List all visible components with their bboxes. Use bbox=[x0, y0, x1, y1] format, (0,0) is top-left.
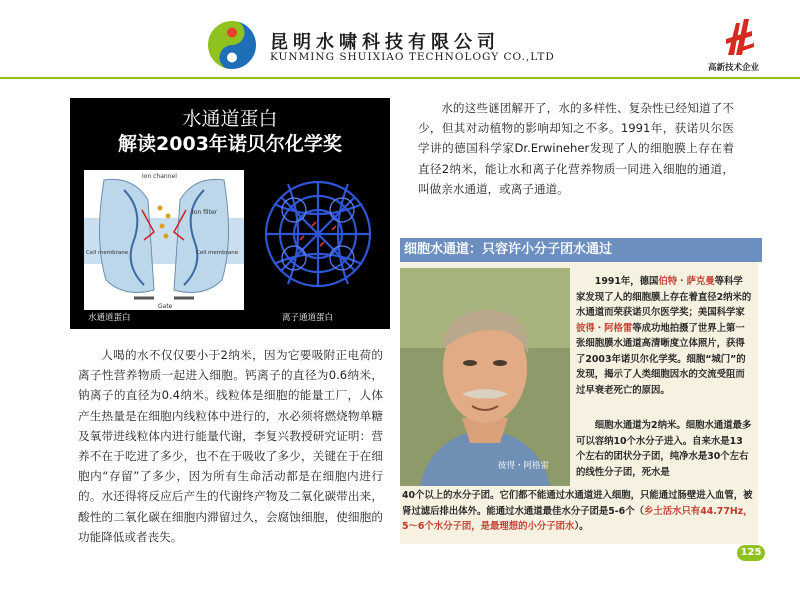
body-paragraph-left: 人喝的水不仅仅要小于2纳米，因为它要吸附正电荷的离子性营养物质一起进入细胞。钙离子的直径为0.6纳米，钠离子的直径为0.4纳米。线粒体是细胞的能量工厂，人体产生热量是在细胞内线粒体中进行的，水必须将燃烧物单糖及氧带进线粒体内进行能量代谢，李复兴教授研究证明：营养不在于吃进了多少，也不在于吸收了多少，关键在于在细胞内“存留”了多少，因为所有生命活动都是在细胞内进行的。水还得将反应后产生的代谢终产物及二氧化碳带出来，酸性的二氧化碳在细胞内滞留过久，会腐蚀细胞，使细胞的功能降低或者丧失。 bbox=[78, 348, 383, 544]
caption-ion-channel-protein: 离子通道蛋白 bbox=[282, 313, 334, 323]
page-number: 125 bbox=[737, 545, 765, 561]
label-cell-membrane-right: Cell membrane bbox=[196, 250, 239, 256]
ion-channel-diagram bbox=[84, 170, 244, 310]
header-divider bbox=[0, 77, 800, 79]
highlight-name-agre: 彼得・阿格雷 bbox=[576, 322, 633, 334]
hitech-enterprise-icon bbox=[722, 17, 756, 57]
figure-title-line1: 水通道蛋白 bbox=[182, 108, 278, 130]
p3-text-c: ）。 bbox=[574, 521, 589, 532]
body-paragraph-right: 水的这些谜团解开了，水的多样性、复杂性已经知道了不少，但其对动植物的影响却知之不多。1991年，获诺贝尔医学讲的德国科学家Dr.Erwineher发现了人的细胞膜上存在着直径2纳米，能让水和离子化营养物质一同进入细胞的通道，叫做亲水通道，或离子通道。 bbox=[418, 101, 734, 196]
hitech-label: 高新技术企业 bbox=[708, 63, 760, 73]
panel-paragraph-2: 细胞水通道为2纳米。细胞水通道最多可以容纳10个水分子进入。自来水是13个左右的团状分子团，纯净水是30个左右的线性分子团，死水是 bbox=[576, 420, 752, 478]
cell-water-channel-panel bbox=[400, 238, 758, 544]
aquaporin-figure bbox=[70, 98, 390, 329]
caption-aquaporin: 水通道蛋白 bbox=[88, 313, 131, 323]
label-cell-membrane-left: Cell membrane bbox=[86, 250, 129, 256]
photo-caption: 彼得・阿格雷 bbox=[498, 461, 550, 471]
figure-title-line2: 解读2003年诺贝尔化学奖 bbox=[118, 133, 342, 155]
p3-text-a: 40个以上的水分子团。它们都不能通过水通道进入细胞，只能通过肠壁进入血管，被肾过滤后排出体外。能通过水通道最佳水分子团是5-6个（ bbox=[402, 490, 753, 517]
label-ion-channel: Ion channel bbox=[142, 173, 177, 180]
company-name-en: KUNMING SHUIXIAO TECHNOLOGY CO.,LTD bbox=[270, 51, 555, 63]
highlight-name-sakmann: 伯特・萨克曼 bbox=[658, 276, 715, 287]
label-ion-filter: Ion filter bbox=[192, 209, 218, 216]
highlight-local-water: 乡土活水只有44.77Hz，5～6个水分子团，是最理想的小分子团水 bbox=[402, 505, 753, 532]
company-name-cn: 昆明水啸科技有限公司 bbox=[270, 32, 500, 53]
p1-text-a: 1991年，德国 bbox=[594, 276, 659, 287]
label-gate: Gate bbox=[158, 303, 173, 310]
p1-text-b: 等科学家发现了人的细胞膜上存在着直径2纳米的水通道而荣获诺贝尔医学奖；美国科学家 bbox=[576, 276, 752, 318]
company-logo-icon bbox=[205, 18, 259, 72]
p1-text-c: 等成功地拍摄了世界上第一张细胞膜水通道高清晰度立体照片，获得了2003年诺贝尔化学奖。细胞“城门”的发现，揭示了人类细胞因水的交流受阻而过早衰老死亡的原因。 bbox=[576, 322, 746, 396]
ion-channel-protein-structure bbox=[254, 164, 382, 304]
panel-paragraph-3 bbox=[402, 488, 756, 535]
portrait-photo bbox=[400, 268, 570, 486]
panel-title: 细胞水通道：只容许小分子团水通过 bbox=[400, 238, 762, 262]
panel-paragraph-1 bbox=[576, 274, 752, 398]
